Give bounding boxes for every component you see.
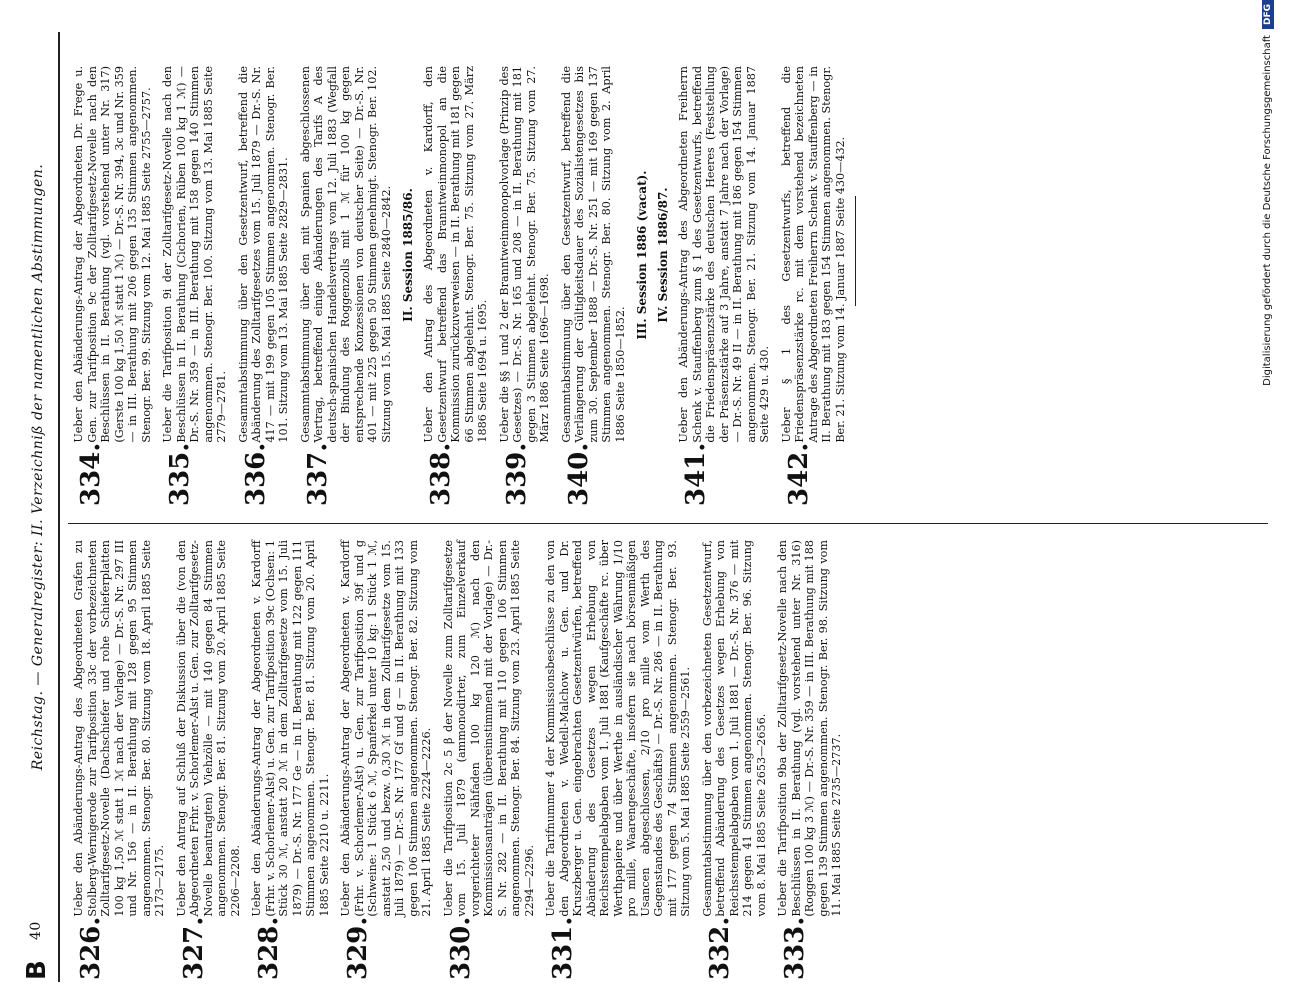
entry-number: 334.: [76, 442, 106, 506]
end-rule: [855, 196, 856, 306]
vote-entry: [776, 540, 844, 980]
vote-entry: [544, 540, 693, 980]
entry-text: Ueber den Abänderungs-Antrag der Abgeordneten v. Kardorff (Frhr. v. Schorlemer-Alst) u. Gen. zur Tarifposition 39c (Ochsen: 1 Stück 30 ℳ, anstatt 20 ℳ in dem Zolltarifgesetze vom 15. Juli 1879) — Dr.-S. Nr. 177 Ge — in II. Berathung mit 122 gegen 111 Stimmen angenommen. Stenogr. Ber. 81. Sitzung vom 20. April 1885 Seite 2210 u. 2211.: [250, 540, 331, 917]
entry-text: Gesammtabstimmung über den Gesetzentwurf, betreffend die Verlängerung der Gültigkeitsdauer des Sozialistengesetzes bis zum 30. September 1888 — Dr.-S. Nr. 251 — mit 169 gegen 137 Stimmen angenommen. Stenogr. Ber. 80. Sitzung vom 2. April 1886 Seite 1850—1852.: [559, 66, 627, 443]
entry-number: 342.: [783, 442, 814, 506]
entry-number: 336.: [240, 442, 271, 506]
left-column: [72, 540, 1262, 980]
page-number: 40: [28, 921, 44, 940]
vote-entry: [175, 540, 243, 980]
entry-number: 327.: [178, 916, 209, 980]
page-header: [18, 32, 60, 982]
running-head: Reichstag. — Generalregister: II. Verzeichniß der namentlichen Abstimmungen.: [30, 163, 46, 771]
session-heading: III. Session 1886 (vacat).: [635, 170, 649, 340]
entry-text: Gesammtabstimmung über den vorbezeichneten Gesetzentwurf, betreffend Abänderung des Gesetzes wegen Erhebung von Reichsstempelabgaben vom 1. Juli 1881 — Dr.-S. Nr. 376 — mit 214 gegen 41 Stimmen angenommen. Stenogr. Ber. 96. Sitzung vom 8. Mai 1885 Seite 2653—2656.: [700, 540, 768, 917]
entry-text: Ueber die Tarifposition 2c 5 β der Novelle zum Zolltarifgesetze vom 15. Juli 1879 (ammonodirter, zum Einzelverkauf vorgerichteter Nähfaden 100 kg 120 ℳ) nach den Kommissionsanträgen (übereinstimmend mit der Vorlage) — Dr.-S. Nr. 282 — in II. Berathung mit 110 gegen 106 Stimmen angenommen. Stenogr. Ber. 84. Sitzung vom 23. April 1885 Seite 2294—2296.: [441, 540, 536, 917]
vote-entry: [498, 66, 552, 506]
entry-number: 332.: [704, 916, 735, 980]
vote-entry: [237, 66, 291, 506]
entry-number: 328.: [254, 916, 284, 980]
vote-entry: [339, 540, 434, 980]
entry-number: 338.: [426, 442, 456, 506]
entry-number: 331.: [548, 916, 578, 980]
entry-text: Ueber den Abänderungs-Antrag der Abgeordneten Dr. Frege u. Gen. zur Tarifposition 9c der Zolltarifgesetz-Novelle nach den Beschlüssen in II. Berathung (vgl. vorstehend unter Nr. 317) (Gerste 100 kg 1,50 ℳ statt 1 ℳ) — Dr.-S. Nr. 394, 3c und Nr. 359 — in III. Berathung mit 206 gegen 135 Stimmen angenommen. Stenogr. Ber. 99. Sitzung vom 12. Mai 1885 Seite 2755—2757.: [72, 66, 153, 443]
entry-text: Gesammtabstimmung über den Gesetzentwurf, betreffend die Abänderung des Zolltarifgesetzes vom 15. Juli 1879 — Dr.-S. Nr. 417 — mit 199 gegen 105 Stimmen angenommen. Stenogr. Ber. 101. Sitzung vom 13. Mai 1885 Seite 2829—2831.: [236, 66, 290, 443]
entry-text: Ueber den Abänderungs-Antrag des Abgeordneten Grafen zu Stolberg-Wernigerode zur Tarifposition 33c der vorbezeichneten Zolltarifgesetz-Novelle (Dachschiefer und rohe Schieferplatten 100 kg 1,50 ℳ statt 1 ℳ nach der Vorlage) — Dr.-S. Nr. 297 III und Nr. 156 — in II. Berathung mit 128 gegen 95 Stimmen angenommen. Stenogr. Ber. 80. Sitzung vom 18. April 1885 Seite 2173—2175.: [72, 540, 166, 917]
vote-entry: [701, 540, 769, 980]
entry-number: 340.: [563, 442, 594, 506]
entry-text: Gesammtabstimmung über den mit Spanien abgeschlossenen Vertrag, betreffend einige Abänderungen des Tarifs A des deutsch-spanischen Handelsvertrags vom 12. Juli 1883 (Wegfall der Bindung des Roggenzolls mit 1 ℳ für 100 kg gegen entsprechende Konzessionen von deutscher Seite) — Dr.-S. Nr. 401 — mit 225 gegen 50 Stimmen genehmigt. Stenogr. Ber. 102. Sitzung vom 15. Mai 1885 Seite 2840—2842.: [298, 66, 393, 443]
vote-entry: [161, 66, 229, 506]
entry-text: Ueber § 1 des Gesetzentwurfs, betreffend die Friedenspräsenzstärke rc. mit dem vorstehend bezeichneten Antrage des Abgeordneten Freiherrn Schenk v. Stauffenberg — in II. Berathung mit 183 gegen 154 Stimmen angenommen. Stenogr. Ber. 21. Sitzung vom 14. Januar 1887 Seite 430—432.: [779, 66, 847, 443]
vote-entry: [442, 540, 537, 980]
entry-number: 337.: [302, 442, 333, 506]
entry-number: 341.: [681, 442, 711, 506]
entry-text: Ueber die §§ 1 und 2 der Branntweinmonopolvorlage (Prinzip des Gesetzes) — Dr.-S. Nr. 165 und 208 — in II. Berathung mit 181 gegen 3 Stimmen abgelehnt. Stenogr. Ber. 75. Sitzung vom 27. März 1886 Seite 1696—1698.: [497, 66, 551, 443]
vote-entry: [72, 66, 153, 506]
vote-entry: [250, 540, 331, 980]
section-marker: B: [22, 959, 52, 980]
entry-text: Ueber den Abänderungs-Antrag der Abgeordneten v. Kardorff (Frhr. v. Schorlemer-Alst) u. Gen. zur Tarifposition 39f und g (Schweine: 1 Stück 6 ℳ, Spanferkel unter 10 kg: 1 Stück 1 ℳ, anstatt 2,50 und bezw. 0,30 ℳ in dem Zolltarifgesetze vom 15. Juli 1879) — Dr.-S. Nr. 177 Gf und g — in II. Berathung mit 133 gegen 106 Stimmen angenommen. Stenogr. Ber. 82. Sitzung vom 21. April 1885 Seite 2224—2226.: [339, 540, 433, 917]
entry-number: 333.: [780, 916, 810, 980]
entry-text: Ueber die Tarifnummer 4 der Kommissionsbeschlüsse zu den von den Abgeordneten v. Wedell-Malchow u. Gen. und Dr. Kruszberger u. Gen. eingebrachten Gesetzentwürfen, betreffend Abänderung des Gesetzes wegen Erhebung von Reichsstempelabgaben vom 1. Juli 1881 (Kaufgeschäfte rc. über Werthpapiere und über Werthe in ausländischer Währung 1/10 pro mille, Waarengeschäfte, insofern sie nach börsenmäßigen Usancen abgeschlossen, 2/10 pro mille vom Werth des Gegenstandes des Geschäfts) — Dr.-S. Nr. 286 — in II. Berathung mit 177 gegen 74 Stimmen angenommen. Stenogr. Ber. 93. Sitzung vom 5. Mai 1885 Seite 2559—2561.: [544, 540, 692, 917]
vote-entry: [299, 66, 394, 506]
vote-entry: [780, 66, 848, 506]
entry-number: 326.: [76, 916, 106, 980]
vote-entry: [560, 66, 628, 506]
entry-text: Ueber die Tarifposition 9ba der Zolltarifgesetz-Novelle nach den Beschlüssen in II. Berathung (vgl. vorstehend unter Nr. 316) (Roggen 100 kg 3 ℳ) — Dr.-S. Nr. 359 — in III. Berathung mit 188 gegen 139 Stimmen angenommen. Stenogr. Ber. 98. Sitzung vom 11. Mai 1885 Seite 2735—2737.: [776, 540, 843, 917]
right-column: [72, 66, 1262, 506]
entry-number: 329.: [343, 916, 373, 980]
entry-number: 339.: [501, 442, 532, 506]
entry-text: Ueber den Antrag auf Schluß der Diskussion über die (von den Abgeordneten Frhr. v. Schorlemer-Alst u. Gen. zur Zolltarifgesetz-Novelle beantragten) Viehzölle — mit 140 gegen 84 Stimmen angenommen. Stenogr. Ber. 81. Sitzung vom 20. April 1885 Seite 2206—2208.: [174, 540, 242, 917]
entry-text: Ueber den Antrag des Abgeordneten v. Kardorff, den Gesetzentwurf betreffend das Branntweinmonopol an die Kommission zurückzuverweisen — in II. Berathung mit 181 gegen 66 Stimmen abgelehnt. Stenogr. Ber. 75. Sitzung vom 27. März 1886 Seite 1694 u. 1695.: [422, 66, 489, 443]
vote-entry: [72, 540, 167, 980]
session-heading: II. Session 1885/86.: [401, 188, 415, 322]
vote-entry: [422, 66, 490, 506]
session-heading: IV. Session 1886/87.: [656, 187, 670, 323]
entry-number: 335.: [165, 442, 195, 506]
digitization-credit: [1262, 0, 1282, 1000]
entry-text: Ueber den Abänderungs-Antrag des Abgeordneten Freiherrn Schenk v. Stauffenberg zum § 1 des Gesetzentwurfs, betreffend die Friedenspräsenzstärke des deutschen Heeres (Feststellung der Präsenzstärke auf 3 Jahre, anstatt 7 Jahre nach der Vorlage) — Dr.-S. Nr. 49 II — in II. Berathung mit 186 gegen 154 Stimmen angenommen. Stenogr. Ber. 21. Sitzung vom 14. Januar 1887 Seite 429 u. 430.: [677, 66, 771, 443]
entry-text: Ueber die Tarifposition 9i der Zolltarifgesetz-Novelle nach den Beschlüssen in II. Berathung (Cichorien, Rüben 100 kg 1 ℳ) — Dr.-S. Nr. 359 — in III. Berathung mit 158 gegen 140 Stimmen angenommen. Stenogr. Ber. 100. Sitzung vom 13. Mai 1885 Seite 2779—2781.: [161, 66, 228, 443]
dfg-logo: DFG: [1262, 0, 1274, 29]
credit-text: Digitalisierung gefördert durch die Deutsche Forschungsgemeinschaft: [1262, 35, 1273, 386]
entry-number: 330.: [445, 916, 476, 980]
column-divider: [68, 523, 1268, 524]
vote-entry: [677, 66, 772, 506]
